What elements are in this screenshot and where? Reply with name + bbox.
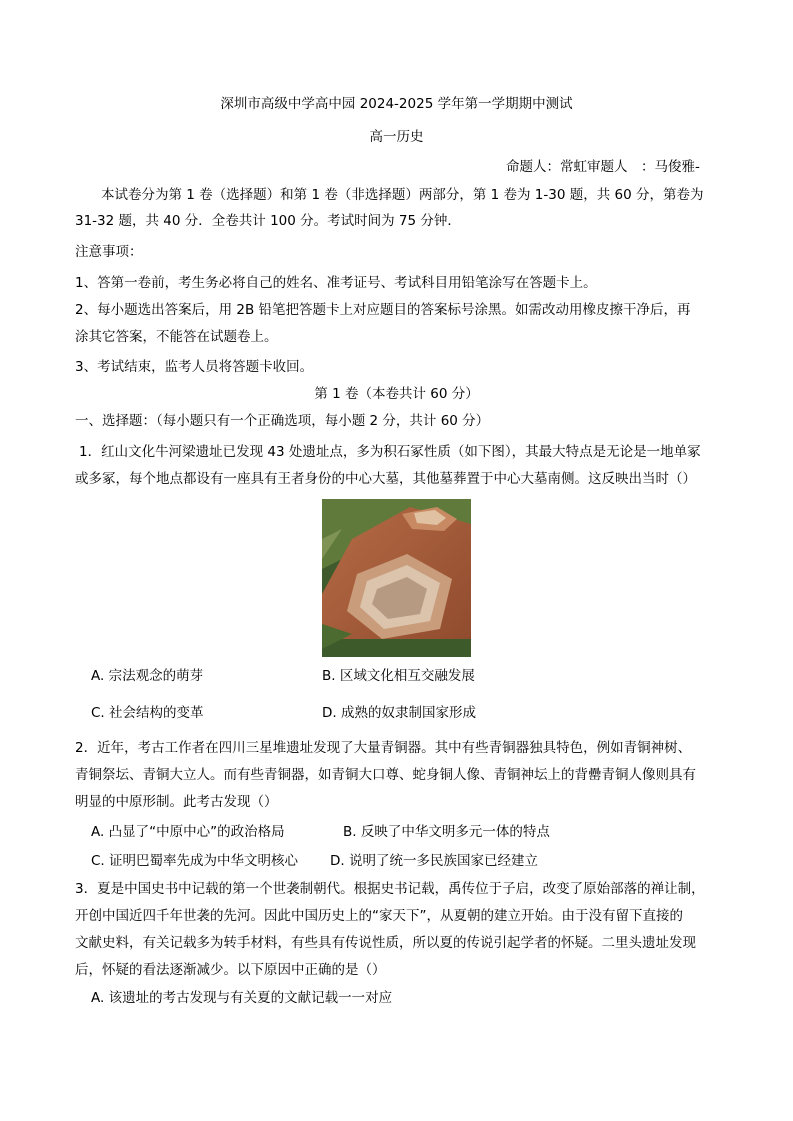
q2-line-3: 明显的中原形制。此考古发现（） — [75, 794, 278, 810]
q2-line-1: 2．近年，考古工作者在四川三星堆遗址发现了大量青铜器。其中有些青铜器独具特色，例如青铜神树、 — [75, 740, 692, 756]
section-instructions: 一、选择题：（每小题只有一个正确选项，每小题 2 分，共计 60 分） — [75, 413, 490, 429]
q2-option-a: A. 凸显了“中原中心”的政治格局 — [91, 824, 285, 840]
excavation-site-illustration — [322, 499, 471, 657]
q3-line-2: 开创中国近四千年世袭的先河。因此中国历史上的“家天下”，从夏朝的建立开始。由于没有留下直接的 — [75, 908, 683, 924]
excavation-site-photo — [322, 499, 471, 657]
q2-line-2: 青铜祭坛、青铜大立人。而有些青铜器，如青铜大口尊、蛇身铜人像、青铜神坛上的背罍青铜人像则具有 — [75, 767, 696, 783]
q1-option-c: C. 社会结构的变革 — [91, 705, 204, 721]
intro-line-2: 31-32 题，共 40 分．全卷共计 100 分。考试时间为 75 分钟． — [75, 213, 461, 229]
intro-line-1: 本试卷分为第 1 卷（选择题）和第 1 卷（非选择题）两部分，第 1 卷为 1-30 题，共 60 分，第卷为 — [101, 187, 704, 203]
notes-item-2-line-2: 涂其它答案，不能答在试题卷上。 — [75, 329, 278, 345]
section-title: 第 1 卷（本卷共计 60 分） — [314, 386, 479, 402]
notes-item-3: 3、考试结束，监考人员将答题卡收回。 — [75, 359, 314, 375]
q3-option-a: A. 该遗址的考古发现与有关夏的文献记载一一对应 — [91, 990, 393, 1006]
q3-line-3: 文献史料，有关记载多为转手材料，有些具有传说性质，所以夏的传说引起学者的怀疑。二里头遗址发现 — [75, 935, 696, 951]
exam-authors: 命题人：常虹审题人 ：马俊雅- — [506, 159, 700, 175]
q1-line-2: 或多冢，每个地点都设有一座具有王者身份的中心大墓，其他墓葬置于中心大墓南侧。这反映出当时（） — [75, 471, 696, 487]
q2-option-c: C. 证明巴蜀率先成为中华文明核心 — [91, 853, 299, 869]
q3-line-1: 3．夏是中国史书中记载的第一个世袭制朝代。根据史书记载，禹传位于子启，改变了原始部落的禅让制， — [75, 881, 705, 897]
exam-title: 深圳市高级中学高中园 2024-2025 学年第一学期期中测试 — [220, 96, 573, 112]
q2-option-d: D. 说明了统一多民族国家已经建立 — [330, 853, 538, 869]
q1-line-1: 1．红山文化牛河梁遗址已发现 43 处遗址点，多为积石冢性质（如下图），其最大特点是无论是一地单冢 — [79, 444, 701, 460]
q1-option-b: B. 区域文化相互交融发展 — [322, 668, 475, 684]
q1-option-a: A. 宗法观念的萌芽 — [91, 668, 204, 684]
notes-heading: 注意事项： — [75, 244, 143, 260]
q2-option-b: B. 反映了中华文明多元一体的特点 — [343, 824, 550, 840]
q3-line-4: 后，怀疑的看法逐渐减少。以下原因中正确的是（） — [75, 962, 386, 978]
exam-subject: 高一历史 — [369, 129, 424, 145]
notes-item-1: 1、答第一卷前，考生务必将自己的姓名、准考证号、考试科目用铅笔涂写在答题卡上。 — [75, 275, 597, 291]
notes-item-2-line-1: 2、每小题选出答案后，用 2B 铅笔把答题卡上对应题目的答案标号涂黑。如需改动用橡皮擦干净后，再 — [75, 302, 691, 318]
q1-option-d: D. 成熟的奴隶制国家形成 — [322, 705, 476, 721]
